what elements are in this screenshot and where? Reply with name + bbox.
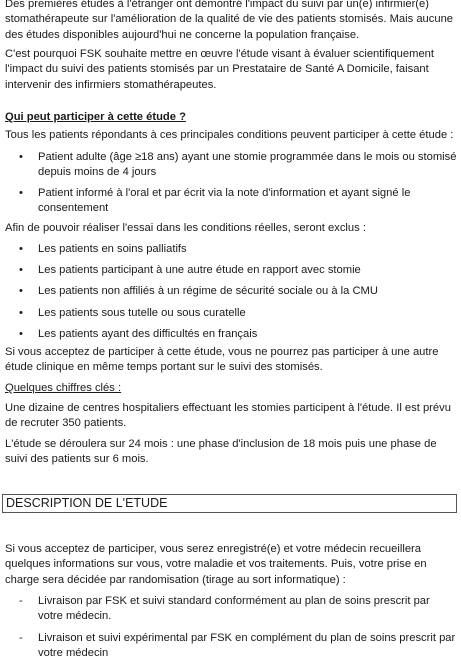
figures-paragraph-1: Une dizaine de centres hospitaliers effectuant les stomies participent à l'étude. Il est prévu de recruter 350 patients.: [5, 402, 451, 430]
list-item: • Les patients ayant des difficultés en français: [5, 327, 457, 342]
list-item: • Les patients en soins palliatifs: [5, 242, 457, 257]
section-title: DESCRIPTION DE L'ETUDE: [6, 496, 168, 510]
bullet-icon: •: [19, 306, 23, 319]
list-item: • Patient adulte (âge ≥18 ans) ayant une stomie programmée dans le mois ou stomisé depuis moins de 4 jours: [19, 151, 457, 179]
eligibility-intro: Tous les patients répondants à ces principales conditions peuvent participer à cette étude :: [5, 129, 454, 141]
eligibility-heading: Qui peut participer à cette étude ?: [5, 111, 186, 123]
bullet-icon: •: [19, 327, 23, 340]
exclusion-intro: Afin de pouvoir réaliser l'essai dans les conditions réelles, seront exclus :: [5, 222, 366, 234]
figures-heading: Quelques chiffres clés :: [5, 382, 122, 394]
bullet-icon: •: [19, 151, 23, 163]
bullet-icon: •: [19, 264, 23, 277]
list-item: - Livraison et suivi expérimental par FSK en complément du plan de soins prescrit par votre médecin: [19, 631, 456, 660]
section-title-box: [2, 494, 457, 513]
intro-paragraph-1: Des premières études à l'étranger ont démontré l'impact du suivi par un(e) infirmier(e) stomathérapeute sur l'amélioration de la qualité de vie des patients stomisés. Mais aucune des études disponibles aujourd'hui ne concerne la population française.: [5, 0, 454, 41]
intro-paragraph-2: C'est pourquoi FSK souhaite mettre en œuvre l'étude visant à évaluer scientifiquement l'impact du suivi des patients stomisés par un Prestataire de Santé A Domicile, faisant intervenir des infirmiers stomathérapeutes.: [5, 48, 434, 91]
exclusion-criteria-list: [5, 242, 457, 342]
dash-icon: -: [19, 631, 23, 644]
description-intro: Si vous acceptez de participer, vous serez enregistré(e) et votre médecin recueillera quelques informations sur vous, votre maladie et vos traitements. Puis, votre prise en charge sera décidée par randomisation (tirage au sort informatique) :: [5, 543, 427, 586]
participation-note: Si vous acceptez de participer à cette étude, vous ne pourrez pas participer à une autre étude clinique en même temps portant sur le suivi des stomisés.: [5, 346, 439, 374]
list-item: - Livraison par FSK et suivi standard conformément au plan de soins prescrit par votre médecin.: [19, 595, 430, 623]
list-item: • Les patients sous tutelle ou sous curatelle: [5, 306, 457, 321]
bullet-icon: •: [19, 186, 23, 199]
list-item: • Patient informé à l'oral et par écrit via la note d'information et ayant signé le consentement: [19, 186, 411, 215]
inclusion-criteria-list: [5, 150, 457, 222]
list-item: • Les patients non affiliés à un régime de sécurité sociale ou à la CMU: [5, 284, 457, 299]
dash-icon: -: [19, 595, 23, 607]
bullet-icon: •: [19, 285, 23, 298]
figures-paragraph-2: L'étude se déroulera sur 24 mois : une phase d'inclusion de 18 mois puis une phase de suivi des patients sur 6 mois.: [5, 438, 437, 466]
bullet-icon: •: [19, 243, 23, 255]
list-item: • Les patients participant à une autre étude en rapport avec stomie: [5, 263, 457, 278]
randomisation-options-list: [5, 594, 457, 662]
